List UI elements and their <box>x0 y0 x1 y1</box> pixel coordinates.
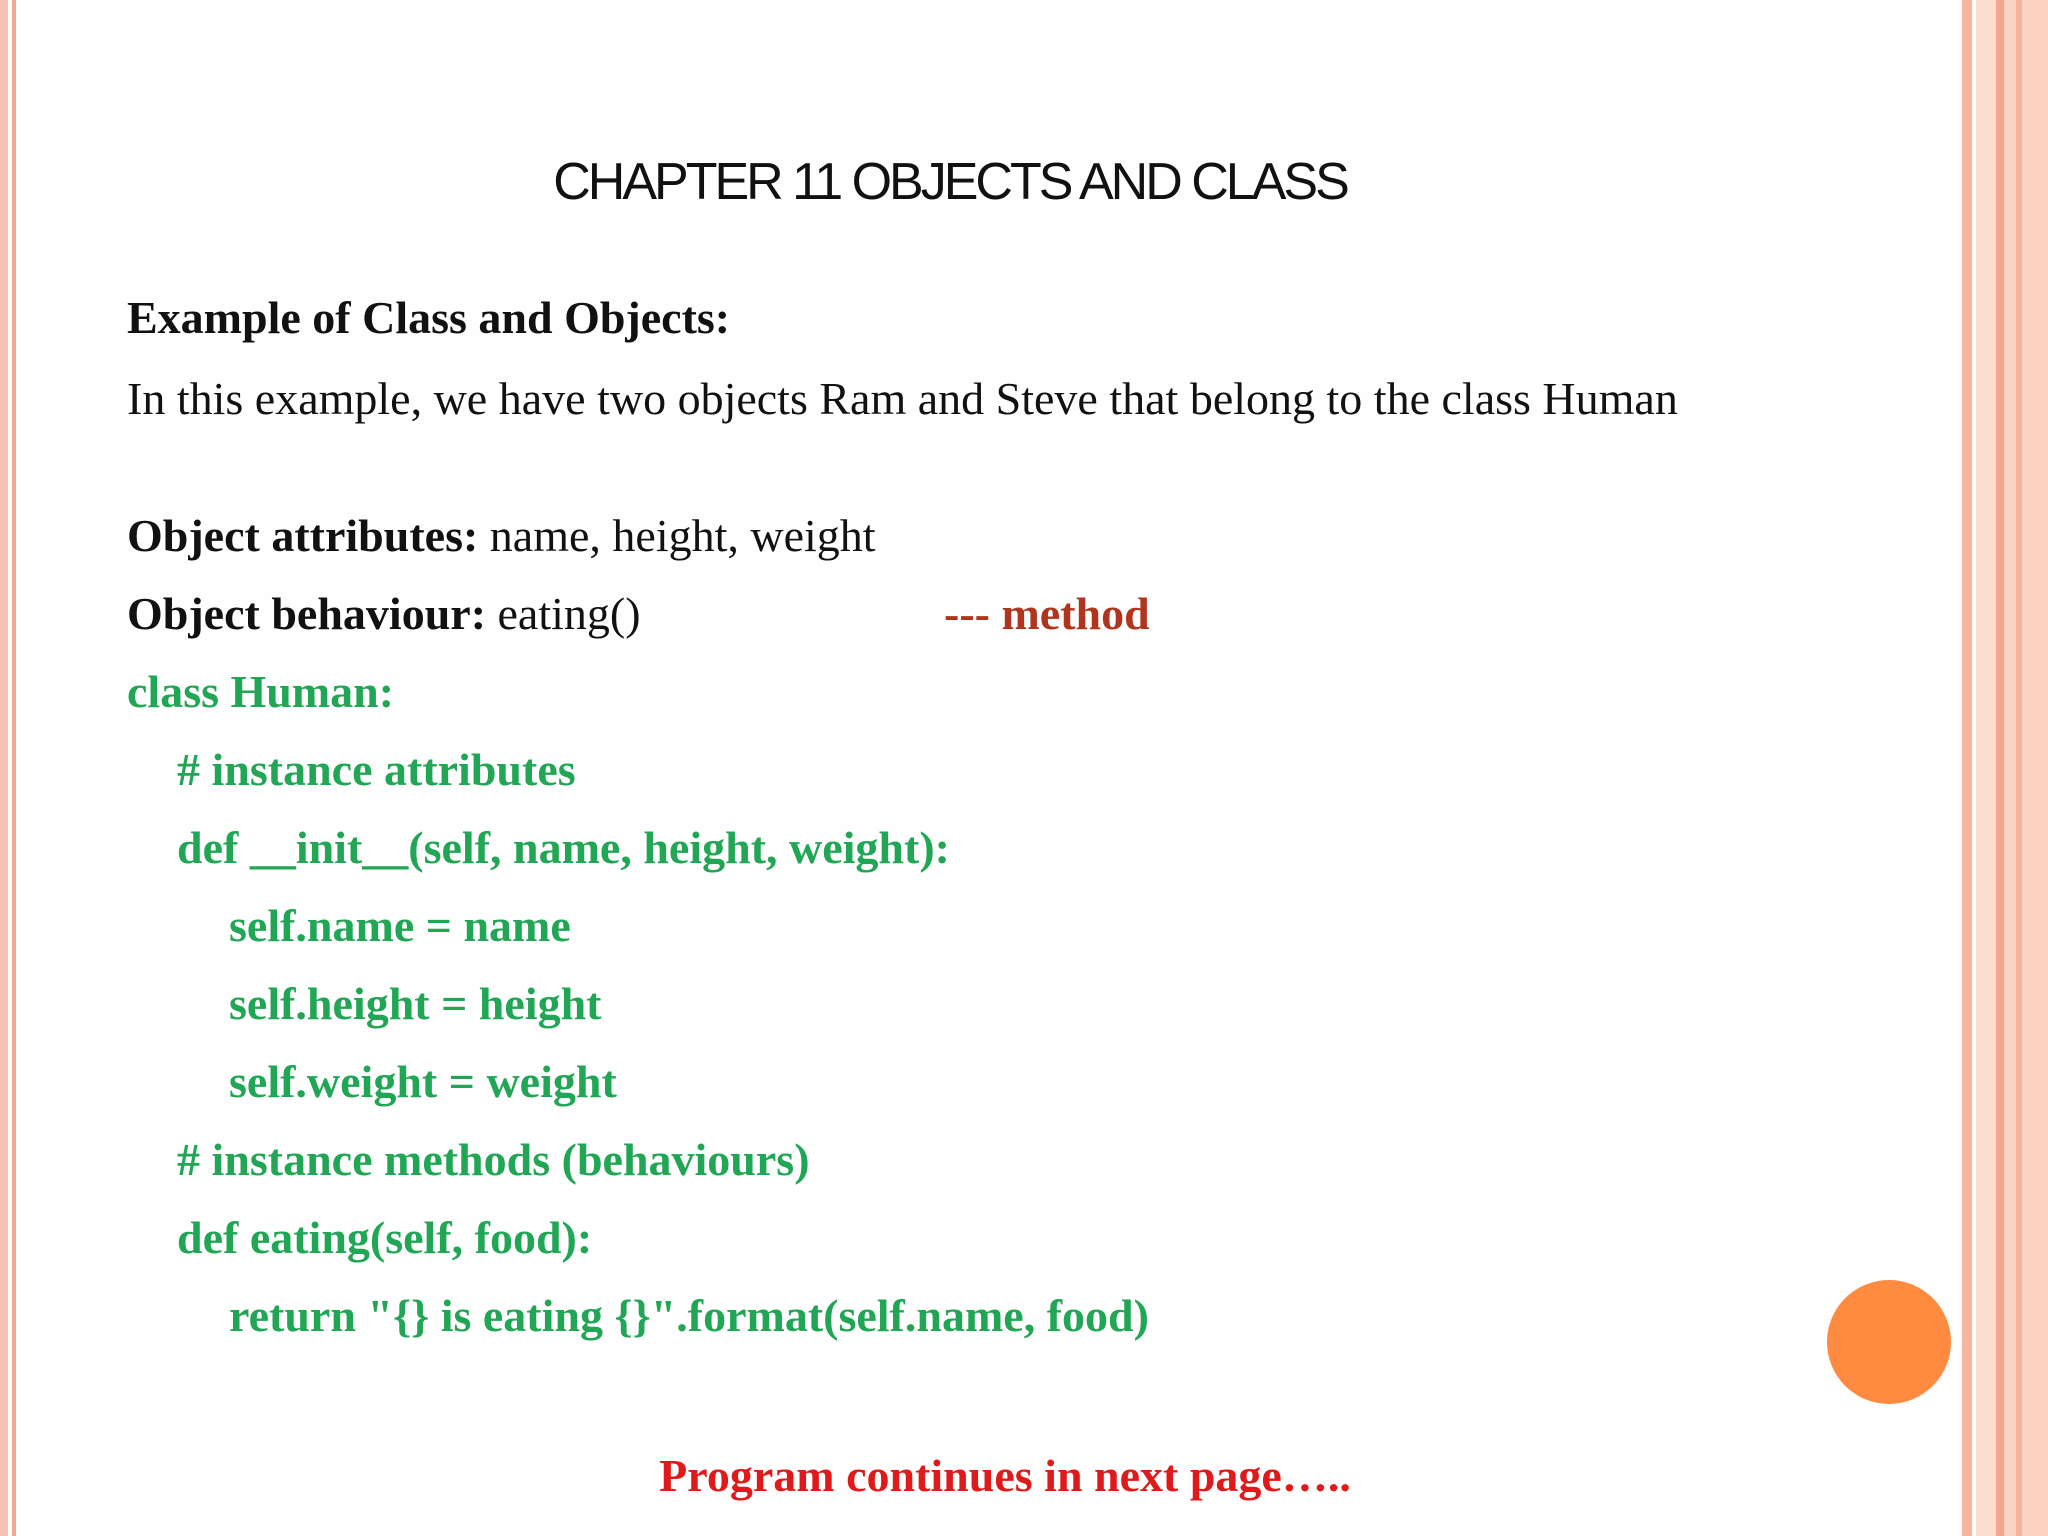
section-heading: Example of Class and Objects: <box>127 292 731 343</box>
intro-paragraph: In this example, we have two objects Ram and Steve that belong to the class Human <box>127 373 1678 424</box>
right-border-stripe <box>2004 0 2048 1536</box>
left-border-stripe <box>0 0 8 1536</box>
attributes-label: Object attributes: <box>127 510 479 561</box>
code-line: # instance attributes <box>177 744 576 795</box>
slide-title <box>0 152 1900 212</box>
right-border-stripe <box>1976 0 1996 1536</box>
orange-circle-decoration <box>1827 1280 1951 1404</box>
right-border-stripe <box>1962 0 1972 1536</box>
code-line: return "{} is eating {}".format(self.name, food) <box>229 1290 1149 1341</box>
behaviour-line <box>127 586 641 642</box>
slide-title-text: CHAPTER 11 OBJECTS AND CLASS <box>553 153 1347 211</box>
code-line: class Human: <box>127 666 395 717</box>
left-border-stripe <box>12 0 16 1536</box>
behaviour-label: Object behaviour: <box>127 588 487 639</box>
attributes-value: name, height, weight <box>478 510 876 561</box>
right-border-stripe <box>2016 0 2022 1536</box>
method-note: --- method <box>944 588 1150 639</box>
code-line: # instance methods (behaviours) <box>177 1134 810 1185</box>
continuation-note: Program continues in next page….. <box>659 1450 1351 1501</box>
code-line: def eating(self, food): <box>177 1212 593 1263</box>
behaviour-value: eating() <box>486 588 641 639</box>
code-line: self.name = name <box>229 900 571 951</box>
code-line: self.height = height <box>229 978 602 1029</box>
right-border-stripe <box>1996 0 2004 1536</box>
attributes-line <box>127 508 876 564</box>
code-line: self.weight = weight <box>229 1056 617 1107</box>
code-line: def __init__(self, name, height, weight): <box>177 822 950 873</box>
